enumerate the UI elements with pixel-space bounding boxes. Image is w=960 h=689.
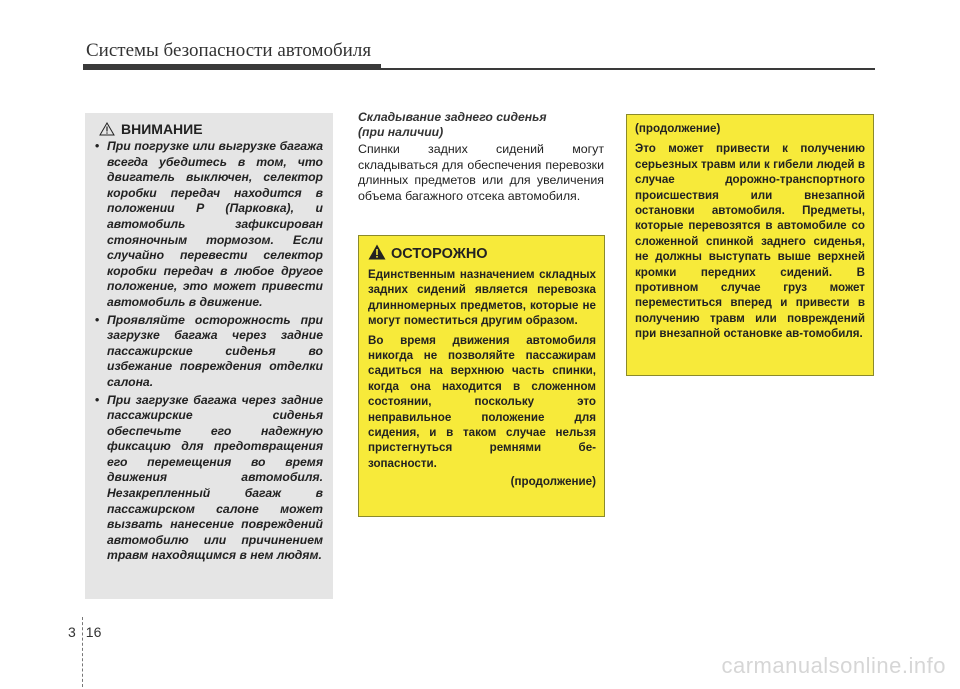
header-rule-thick [83,64,381,70]
caution-paragraph-1: Единственным назначением складных задних сидений является перевозка длинномерных предметов, которые не могут поместиться другим образом. [368,268,596,328]
header-rule-thin [381,68,875,70]
section-body: Спинки задних сидений могут складываться для обеспечения перевозки длинных предметов или для увеличения объема багажного отсека автомобиля. [358,142,604,203]
warning-list [93,139,323,564]
warning-triangle-icon [99,122,115,136]
page-number-value: 16 [85,624,102,640]
caution-continued-label: (продолжение) [510,475,596,489]
warning-header [99,121,323,137]
warning-item: • При погрузке или выгрузке багажа всегда убедитесь в том, что двигатель выключен, селектор коробки передач находится в положении P (Парковка), и автомобиль зафиксирован стояночным тормозом. Если случайно перевести селектор коробки передач в любое другое положение, это может привести автомобиль в движение. [93,139,323,311]
caution-box [358,235,605,517]
caution-header [368,244,596,264]
section-title-line2: (при наличии) [358,125,444,139]
warning-box [85,113,333,599]
page-number [68,624,101,640]
warning-title: ВНИМАНИЕ [121,121,203,137]
warning-item: • При загрузке багажа через задние пассажирские сиденья обеспечьте его надежную фиксацию для предотвращения его перемещения во время движения автомобиля. Незакрепленный багаж в пассажирском салоне может вызвать нанесение повреждений автомобилю или причинением травм находящимся в нем людям. [93,393,323,565]
caution-paragraph-2: Во время движения автомобиля никогда не позволяйте пассажирам садиться на верхнюю часть спинки, когда она находится в сложенном состоянии, поскольку это неправильное положение для сидения, и в таком случае нельзя пристегнуться ремнями бе-зопасности. [368,333,596,470]
section-title-line1: Складывание заднего сиденья [358,110,547,124]
section-title [358,110,604,140]
section-folding-seat [358,110,604,204]
chapter-number: 3 [68,624,76,640]
caution-triangle-icon [368,244,386,264]
continued-text: Это может привести к получению серьезных травм или к гибели людей в случае дорожно-транспортного происшествия или внезапной остановки автомобиля. Предметы, которые перевозятся в автомобиле со сложенной спинкой заднего сиденья, не должны выступать выше верхней кромки передних сидений. В противном случае груз может переместиться вперед и привести в получению травм или повреждений при внезапной остановке ав-томобиля. [635,142,865,341]
caution-title: ОСТОРОЖНО [391,246,488,262]
page-header-title: Системы безопасности автомобиля [86,40,372,61]
warning-item: • Проявляйте осторожность при загрузке багажа через задние пассажирские сиденья во избежание повреждения отделки салона. [93,313,323,391]
continued-label: (продолжение) [635,122,721,135]
continued-box [626,114,874,376]
watermark: carmanualsonline.info [721,653,946,678]
